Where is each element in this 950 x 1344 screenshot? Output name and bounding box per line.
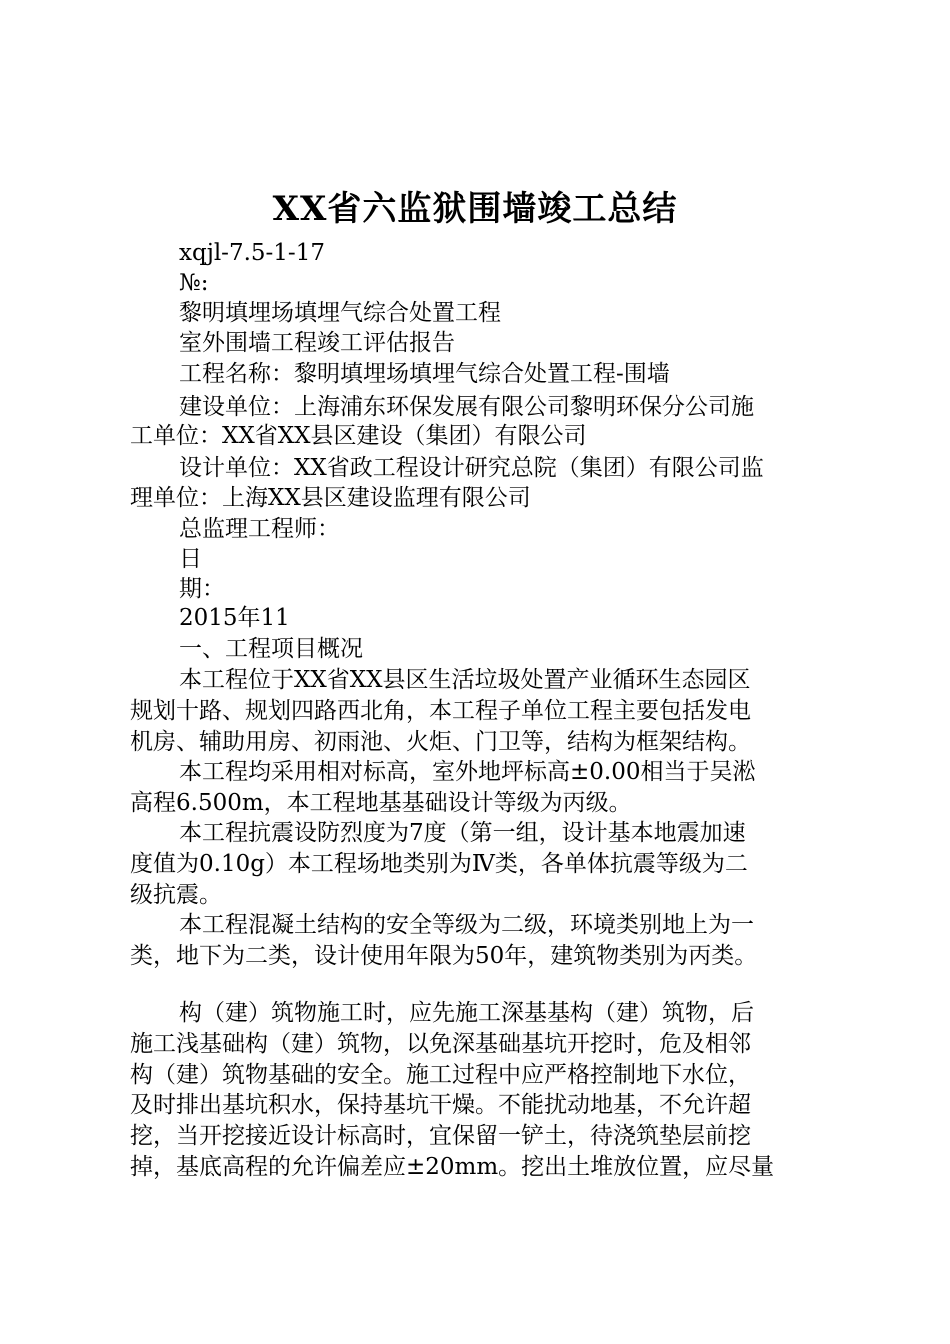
design-unit-field: 设计单位：XX省政工程设计研究总院（集团）有限公司监	[179, 455, 764, 481]
paragraph-line: 本工程混凝土结构的安全等级为二级，环境类别地上为一	[179, 912, 754, 938]
paragraph-line: 高程6.500m，本工程地基基础设计等级为丙级。	[130, 790, 632, 816]
supervision-unit-field: 理单位：上海XX县区建设监理有限公司	[130, 485, 531, 511]
date-value: 2015年11	[179, 605, 290, 631]
paragraph-line: 施工浅基础构（建）筑物，以免深基础基坑开挖时，危及相邻	[130, 1031, 751, 1057]
paragraph-line: 度值为0.10g）本工程场地类别为Ⅳ类，各单体抗震等级为二	[130, 851, 748, 877]
paragraph-line: 本工程位于XX省XX县区生活垃圾处置产业循环生态园区	[179, 667, 751, 693]
project-name-field: 工程名称：黎明填埋场填埋气综合处置工程-围墙	[179, 361, 670, 387]
section-heading-1: 一、工程项目概况	[179, 636, 363, 662]
paragraph-line: 机房、辅助用房、初雨池、火炬、门卫等，结构为框架结构。	[130, 729, 751, 755]
paragraph-line: 本工程均采用相对标高，室外地坪标高±0.00相当于吴淞	[179, 759, 756, 785]
paragraph-line: 构（建）筑物施工时，应先施工深基基构（建）筑物，后	[179, 1000, 754, 1026]
report-subtitle: 室外围墙工程竣工评估报告	[179, 330, 455, 356]
construction-unit-field: 建设单位：上海浦东环保发展有限公司黎明环保分公司施	[179, 394, 754, 420]
date-label-part2: 期：	[179, 576, 225, 602]
date-label-part1: 日	[179, 546, 202, 572]
document-number-label: №:	[179, 270, 209, 296]
paragraph-line: 本工程抗震设防烈度为7度（第一组，设计基本地震加速	[179, 820, 746, 846]
document-code: xqjl-7.5-1-17	[179, 240, 325, 266]
project-name-line: 黎明填埋场填埋气综合处置工程	[179, 300, 501, 326]
paragraph-line: 及时排出基坑积水，保持基坑干燥。不能扰动地基，不允许超	[130, 1092, 751, 1118]
paragraph-line: 挖，当开挖接近设计标高时，宜保留一铲土，待浇筑垫层前挖	[130, 1123, 751, 1149]
construction-unit-field-cont: 工单位：XX省XX县区建设（集团）有限公司	[130, 423, 587, 449]
paragraph-line: 构（建）筑物基础的安全。施工过程中应严格控制地下水位，	[130, 1062, 751, 1088]
paragraph-line: 规划十路、规划四路西北角，本工程子单位工程主要包括发电	[130, 698, 751, 724]
chief-engineer-field: 总监理工程师：	[179, 516, 340, 542]
paragraph-line: 类，地下为二类，设计使用年限为50年，建筑物类别为丙类。	[130, 943, 758, 969]
paragraph-line: 级抗震。	[130, 882, 222, 908]
paragraph-line: 掉，基底高程的允许偏差应±20mm。挖出土堆放位置，应尽量	[130, 1154, 775, 1180]
document-title: XX省六监狱围墙竣工总结	[272, 189, 678, 229]
